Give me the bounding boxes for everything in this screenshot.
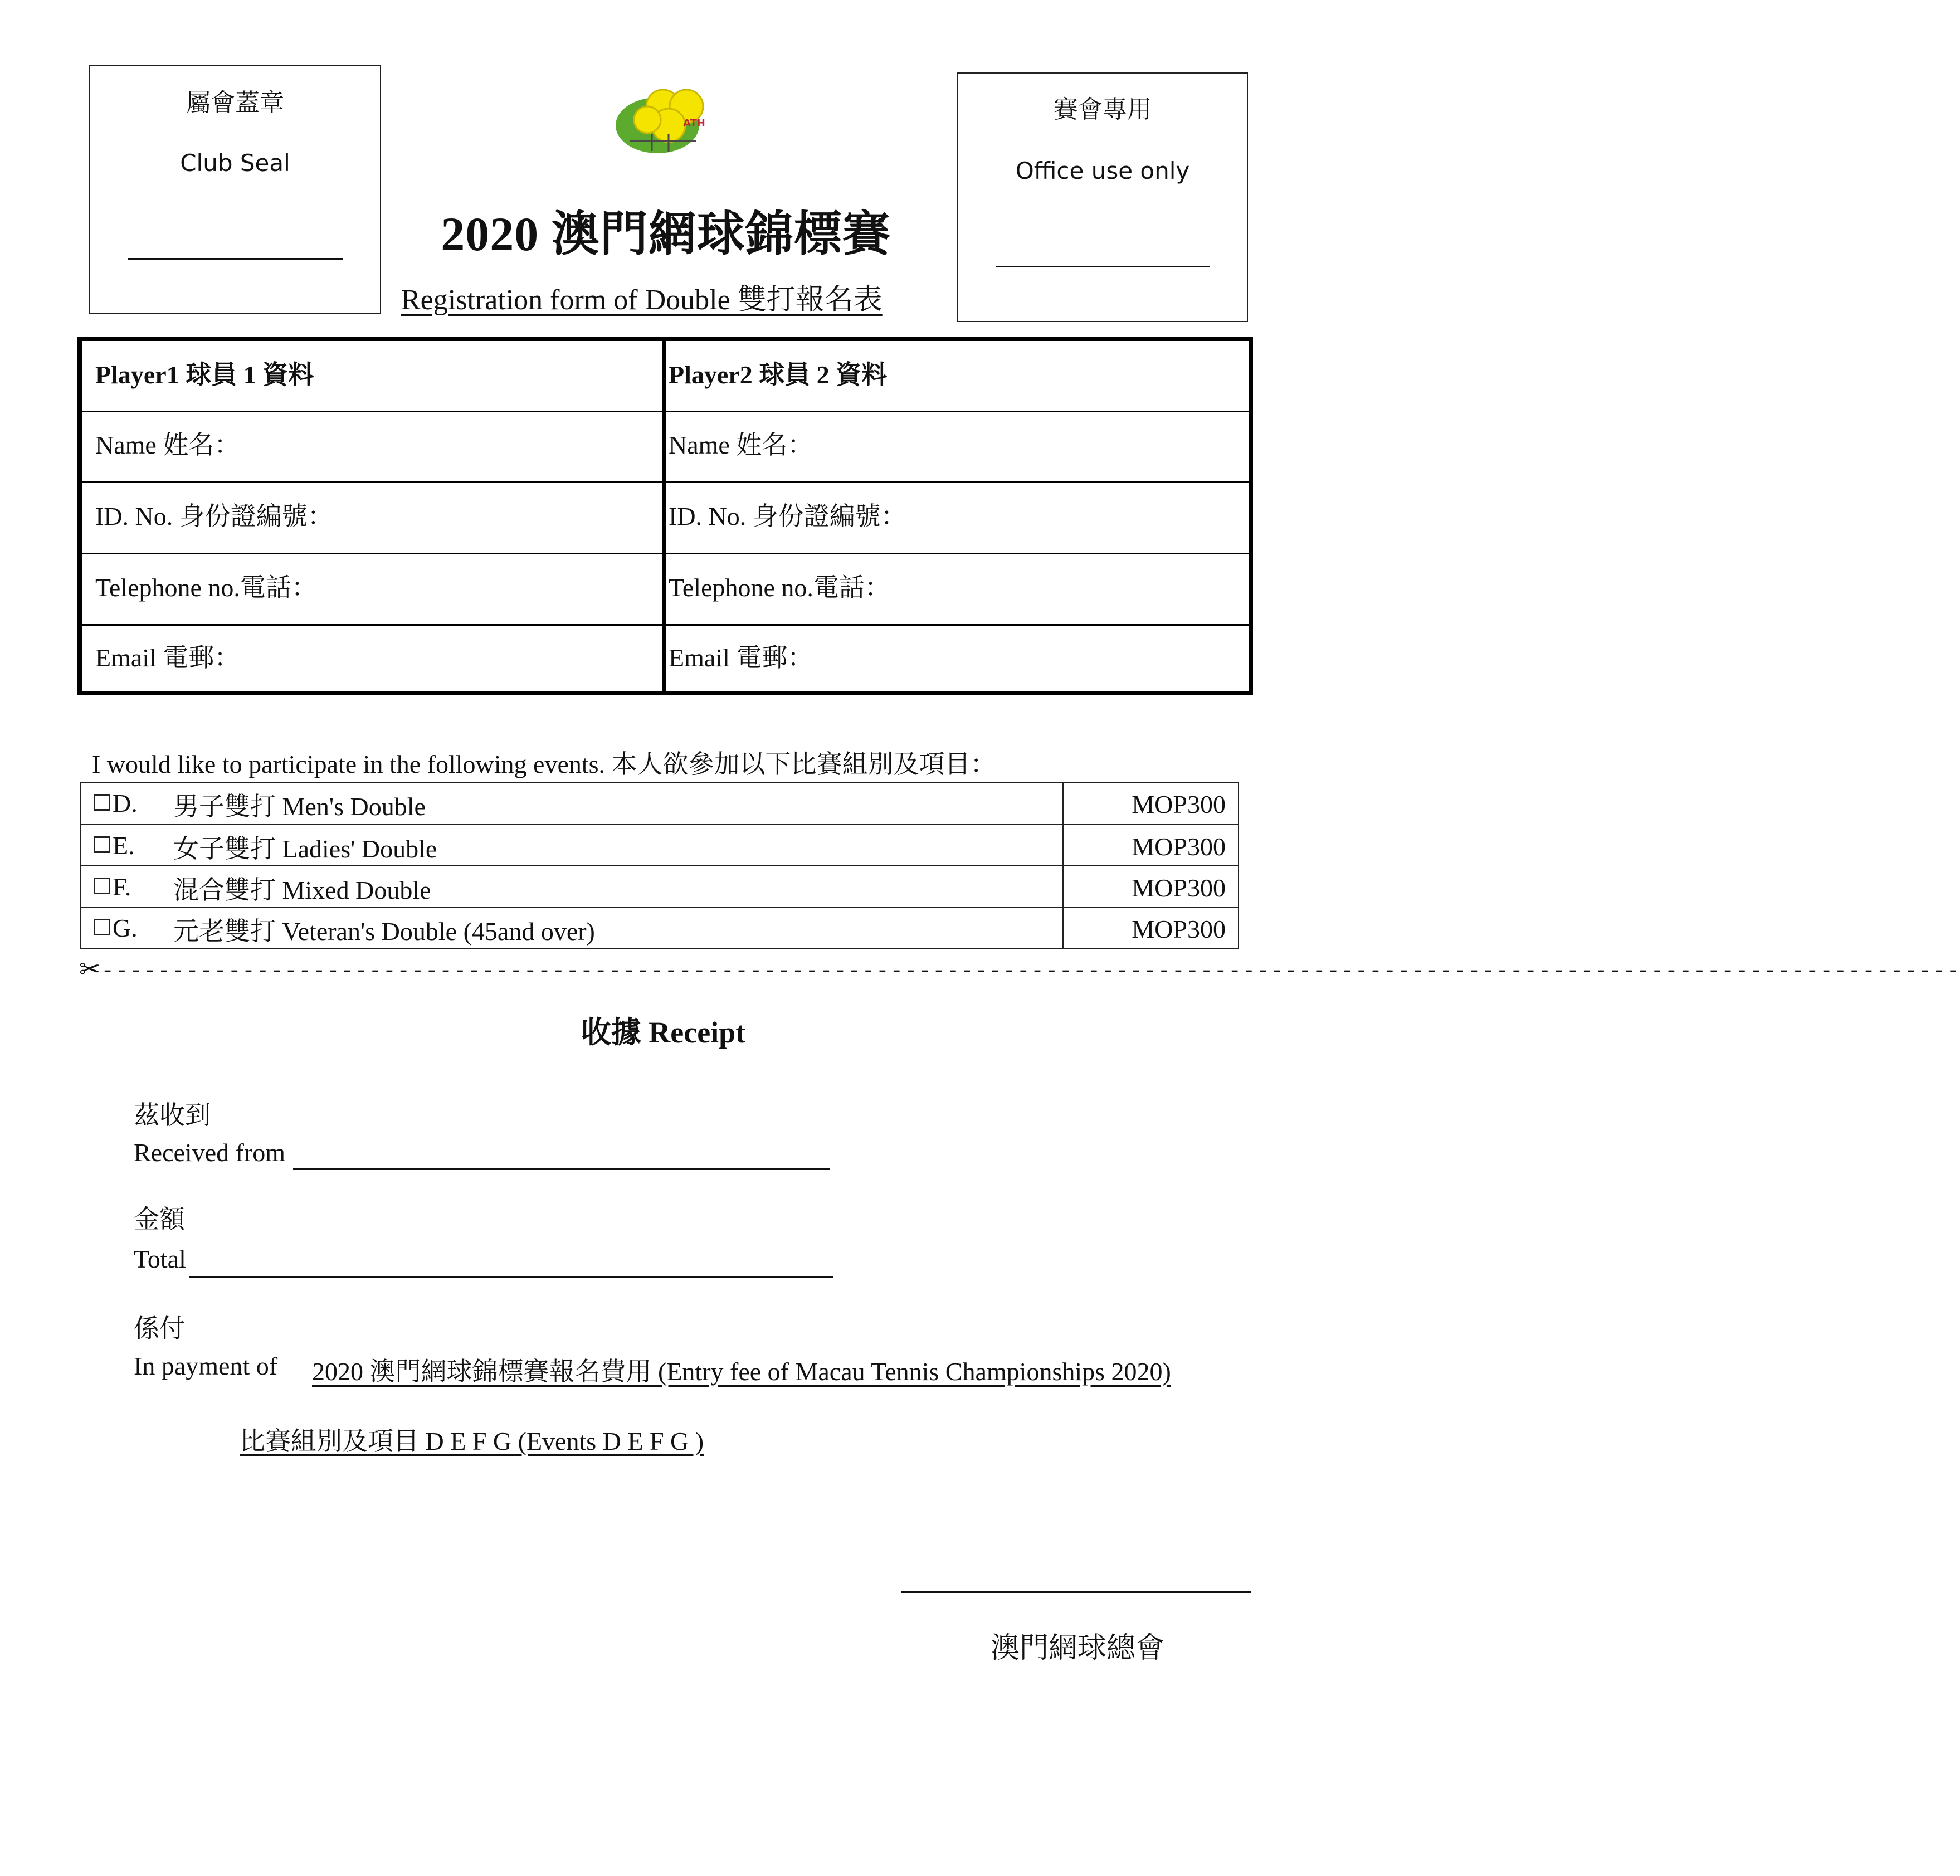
- club-seal-signature-line: [128, 258, 343, 260]
- club-seal-box: [89, 65, 381, 314]
- player1-email-field[interactable]: Email 電郵：: [95, 644, 240, 672]
- event-g-checkbox[interactable]: [94, 919, 110, 935]
- event-row-d: [81, 783, 1238, 824]
- office-use-box: [957, 72, 1248, 322]
- event-f-name: 混合雙打 Mixed Double: [173, 876, 431, 904]
- club-seal-label-zh: 屬會蓋章: [186, 89, 284, 117]
- player2-telephone-field[interactable]: Telephone no.電話：: [669, 573, 890, 602]
- tennis-ball-logo: [613, 81, 724, 159]
- event-f-code: F.: [113, 873, 131, 901]
- payment-label-zh: 係付: [134, 1314, 185, 1343]
- office-use-signature-line: [996, 266, 1210, 267]
- event-d-name: 男子雙打 Men's Double: [173, 792, 426, 821]
- event-d-checkbox[interactable]: [94, 794, 110, 811]
- received-from-label: Received from: [134, 1138, 286, 1167]
- player1-telephone-field[interactable]: Telephone no.電話：: [95, 573, 317, 602]
- event-e-checkbox[interactable]: [94, 836, 110, 853]
- event-g-code: G.: [113, 914, 138, 942]
- event-row-f: [81, 865, 1238, 908]
- player-info-table: [77, 337, 1253, 695]
- scissors-icon: ✂: [79, 954, 101, 984]
- player-table-column-divider: [662, 341, 666, 691]
- organization-name: 澳門網球總會: [991, 1633, 1165, 1664]
- club-seal-label-en: Club Seal: [180, 149, 290, 177]
- player2-id-field[interactable]: ID. No. 身份證編號：: [669, 502, 906, 530]
- total-label: Total: [134, 1245, 186, 1273]
- event-f-fee: MOP300: [1132, 874, 1226, 902]
- received-from-label-zh: 茲收到: [134, 1101, 211, 1129]
- cut-line-dashes: ------------------------------------------------------------------------------------------------------------------------------------: [100, 956, 1960, 983]
- player-table-row-divider: [82, 624, 1249, 626]
- player-table-row-divider: [82, 553, 1249, 554]
- event-g-fee: MOP300: [1132, 915, 1226, 943]
- player2-header: Player2 球員 2 資料: [669, 360, 888, 389]
- received-from-field[interactable]: [293, 1168, 830, 1170]
- office-use-label-zh: 賽會專用: [1054, 95, 1152, 124]
- receipt-title: 收據 Receipt: [581, 1016, 746, 1049]
- logo-text: ATH: [683, 118, 705, 129]
- player-table-row-divider: [82, 411, 1249, 412]
- player2-name-field[interactable]: Name 姓名：: [669, 431, 813, 459]
- total-label-zh: 金額: [134, 1205, 185, 1234]
- event-f-checkbox[interactable]: [94, 878, 110, 894]
- event-e-code: E.: [113, 831, 135, 860]
- player1-name-field[interactable]: Name 姓名：: [95, 431, 240, 459]
- player1-id-field[interactable]: ID. No. 身份證編號：: [95, 502, 333, 530]
- page-title: 2020 澳門網球錦標賽: [441, 207, 891, 261]
- event-d-code: D.: [113, 789, 138, 817]
- event-row-g: [81, 907, 1238, 949]
- event-row-e: [81, 824, 1238, 866]
- player-table-row-divider: [82, 481, 1249, 483]
- payment-description: 2020 澳門網球錦標賽報名費用 (Entry fee of Macau Tennis Championships 2020): [312, 1357, 1171, 1386]
- form-subtitle: Registration form of Double 雙打報名表: [401, 284, 883, 316]
- event-g-name: 元老雙打 Veteran's Double (45and over): [173, 917, 595, 946]
- event-e-fee: MOP300: [1132, 832, 1226, 861]
- receipt-events-line: 比賽組別及項目 D E F G (Events D E F G ): [240, 1427, 704, 1455]
- events-table: [80, 782, 1239, 949]
- event-d-fee: MOP300: [1132, 790, 1226, 818]
- total-field[interactable]: [189, 1276, 833, 1278]
- events-intro: I would like to participate in the following events. 本人欲參加以下比賽組別及項目：: [92, 750, 996, 778]
- player1-header: Player1 球員 1 資料: [95, 360, 314, 389]
- office-use-label-en: Office use only: [1015, 157, 1190, 184]
- player2-email-field[interactable]: Email 電郵：: [669, 644, 813, 672]
- payment-label: In payment of: [134, 1352, 278, 1380]
- cut-line: [79, 954, 1960, 984]
- signature-line: [901, 1591, 1251, 1593]
- event-e-name: 女子雙打 Ladies' Double: [173, 835, 437, 863]
